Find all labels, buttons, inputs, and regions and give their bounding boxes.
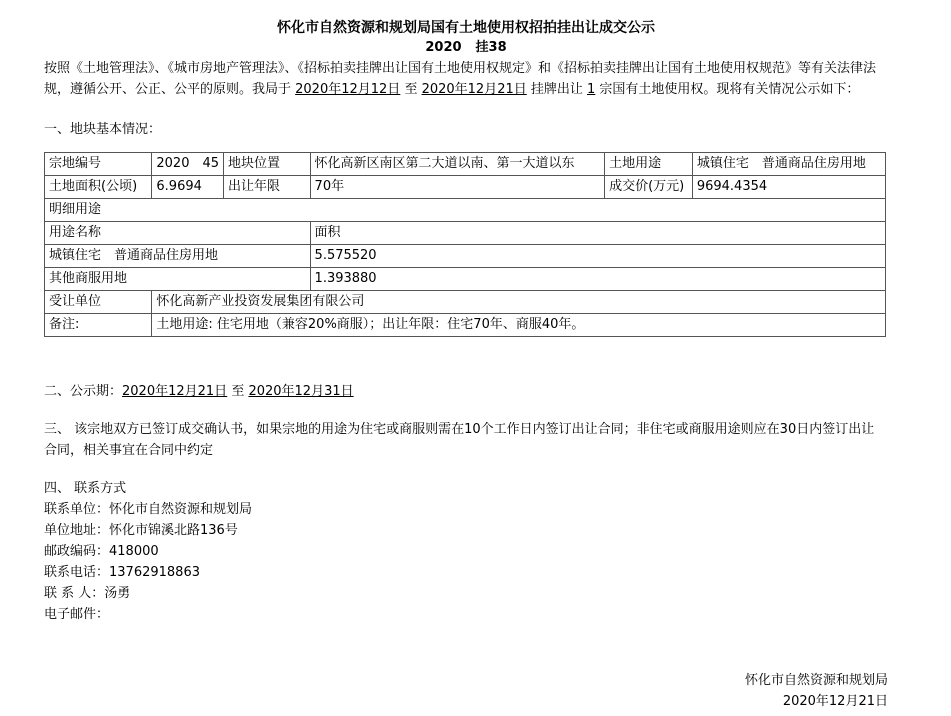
contact-phone: 联系电话：13762918863 <box>44 565 200 580</box>
section-2-publicity-period <box>44 381 888 402</box>
land-use-label: 土地用途 <box>605 153 693 176</box>
location-value: 怀化高新区南区第二大道以南、第一大道以东 <box>310 153 605 176</box>
usage-area-header: 面积 <box>310 222 885 245</box>
price-value: 9694.4354 <box>692 176 885 199</box>
land-info-table <box>44 152 886 337</box>
publicity-end-date: 2020年12月31日 <box>248 384 354 399</box>
land-use-value: 城镇住宅 普通商品住房用地 <box>692 153 885 176</box>
issuing-organization: 怀化市自然资源和规划局 <box>744 673 888 688</box>
announcement-page <box>44 0 888 625</box>
intro-to: 至 <box>400 82 422 97</box>
publicity-start-date: 2020年12月21日 <box>122 384 228 399</box>
remark-value: 土地用途: 住宅用地（兼容20%商服）；出让年限：住宅70年、商服40年。 <box>152 314 886 337</box>
listing-start-date: 2020年12月12日 <box>295 82 401 97</box>
contact-postcode: 邮政编码：418000 <box>44 544 159 559</box>
area-value: 6.9694 <box>152 176 224 199</box>
detail-usage-heading: 明细用途 <box>45 199 886 222</box>
usage-name: 城镇住宅 普通商品住房用地 <box>45 245 311 268</box>
price-label: 成交价(万元) <box>605 176 693 199</box>
table-row <box>45 291 886 314</box>
section-4-heading: 四、 联系方式 <box>44 481 127 496</box>
usage-area: 5.575520 <box>310 245 885 268</box>
parcel-no-value: 2020 45 <box>152 153 224 176</box>
location-label: 地块位置 <box>224 153 311 176</box>
announcement-number <box>44 38 888 58</box>
listing-end-date: 2020年12月21日 <box>421 82 527 97</box>
term-label: 出让年限 <box>224 176 311 199</box>
section-3-text: 三、 该宗地双方已签订成交确认书，如果宗地的用途为住宅或商服则需在10个工作日内签订出让合同；非住宅或商服用途则应在30日内签订出让合同，相关事宜在合同中约定 <box>44 422 875 458</box>
publicity-label: 二、公示期： <box>44 384 123 399</box>
contact-email: 电子邮件： <box>44 607 110 622</box>
usage-name: 其他商服用地 <box>45 268 311 291</box>
section-1-heading: 一、地块基本情况： <box>44 122 162 137</box>
table-row <box>45 153 886 176</box>
parcel-no-label: 宗地编号 <box>45 153 152 176</box>
remark-label: 备注: <box>45 314 152 337</box>
announcement-year: 2020 <box>425 40 462 55</box>
grantee-label: 受让单位 <box>45 291 152 314</box>
intro-paragraph <box>44 58 888 100</box>
table-row <box>45 268 886 291</box>
table-row <box>45 199 886 222</box>
table-row <box>45 245 886 268</box>
table-row <box>45 222 886 245</box>
term-value: 70年 <box>310 176 605 199</box>
parcel-count: 1 <box>587 82 596 97</box>
grantee-value: 怀化高新产业投资发展集团有限公司 <box>152 291 886 314</box>
contact-person: 联 系 人：汤勇 <box>44 586 131 601</box>
intro-text-3: 宗国有土地使用权。现将有关情况公示如下： <box>595 82 860 97</box>
intro-text-2: 挂牌出让 <box>526 82 588 97</box>
table-row <box>45 314 886 337</box>
contact-address: 单位地址：怀化市锦溪北路136号 <box>44 523 238 538</box>
signature-block <box>745 670 888 712</box>
issue-date: 2020年12月21日 <box>782 694 888 709</box>
area-label: 土地面积(公顷) <box>45 176 152 199</box>
publicity-to: 至 <box>227 384 249 399</box>
intro-text-1: 按照《土地管理法》、《城市房地产管理法》、《招标拍卖挂牌出让国有土地使用权规定》和《招标拍卖挂牌出让国有土地使用权规范》等有关法律法规，遵循公开、公正、公平的原则。我局于 <box>44 61 877 97</box>
announcement-code: 挂38 <box>475 40 507 55</box>
page-title: 怀化市自然资源和规划局国有土地使用权招拍挂出让成交公示 <box>277 20 655 36</box>
contact-unit: 联系单位：怀化市自然资源和规划局 <box>44 502 253 517</box>
table-row <box>45 176 886 199</box>
usage-area: 1.393880 <box>310 268 885 291</box>
usage-name-header: 用途名称 <box>45 222 311 245</box>
